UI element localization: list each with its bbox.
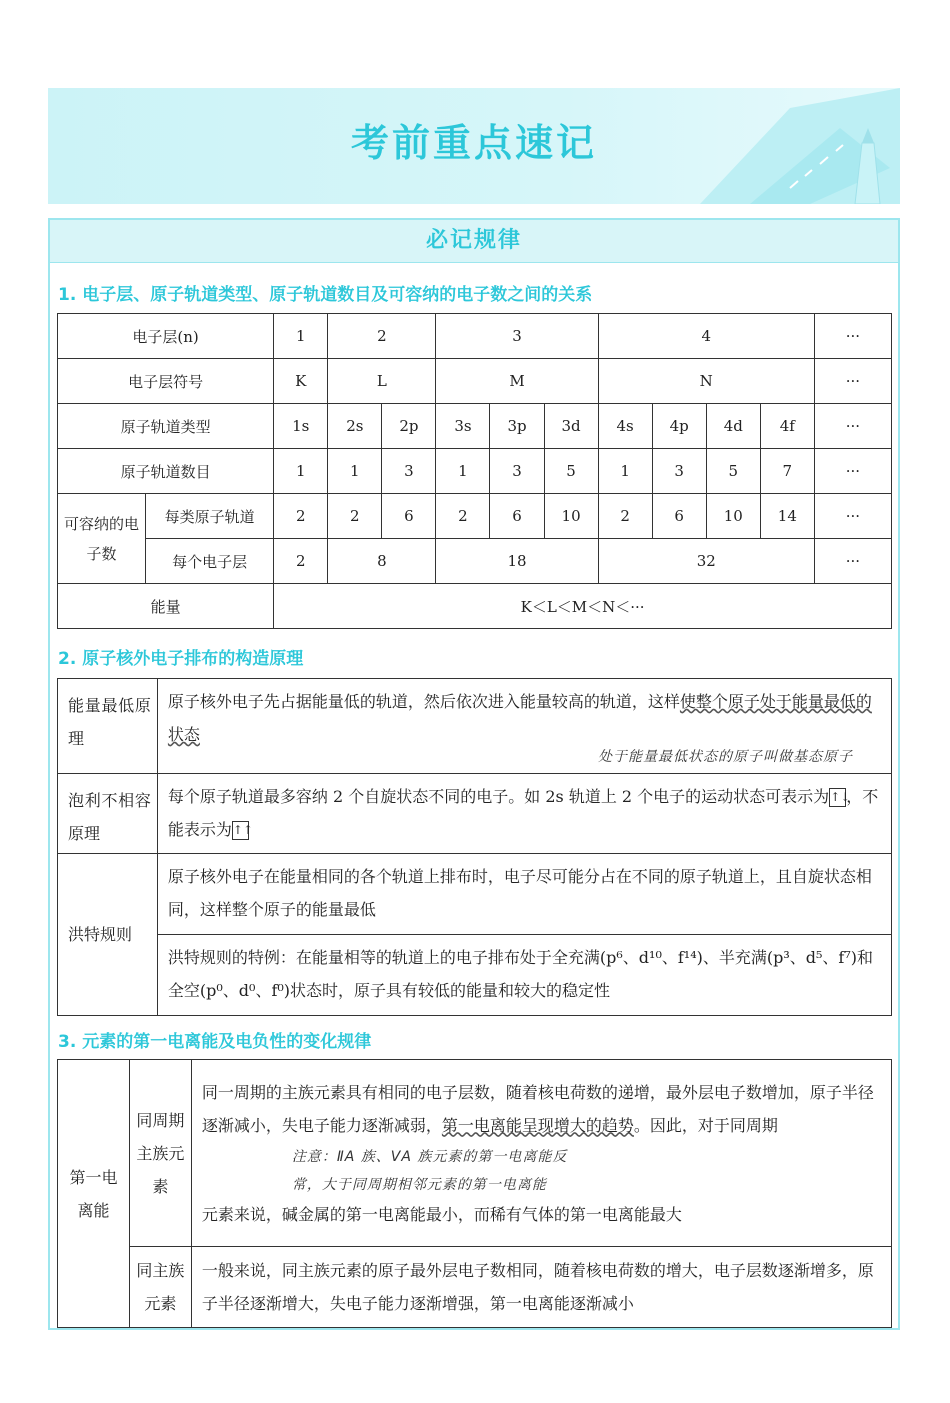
cell: 10 <box>544 494 598 539</box>
cell: 2 <box>328 314 436 359</box>
table-row <box>58 404 892 449</box>
cell: 1 <box>598 449 652 494</box>
orbital-box-icon: ↑↓ <box>829 788 846 807</box>
cell: 3 <box>436 314 598 359</box>
cell: 2s <box>328 404 382 449</box>
rule-text: 每个原子轨道最多容纳 2 个自旋状态不同的电子。如 2s 轨道上 2 个电子的运动状态可表示为 <box>167 787 830 806</box>
rule-text: 原子核外电子先占据能量低的轨道，然后依次进入能量较高的轨道，这样 <box>167 692 680 711</box>
cell: ··· <box>814 404 891 449</box>
table-row <box>58 679 892 774</box>
table-row <box>58 935 892 1016</box>
row-label: 原子轨道类型 <box>58 404 274 449</box>
rule-text: 。因此，对于同周期 <box>633 1115 778 1135</box>
table-row <box>58 1247 892 1328</box>
table-row <box>58 774 892 854</box>
orbital-table <box>57 313 892 629</box>
table-row <box>58 359 892 404</box>
cell: 32 <box>598 539 814 584</box>
rule-label: 洪特规则 <box>58 854 158 1016</box>
cell: 8 <box>328 539 436 584</box>
rule-text: ，不能表示为 <box>167 787 879 839</box>
cell: 3 <box>652 449 706 494</box>
rule-text: 一般来说，同主族元素的原子最外层电子数相同，随着核电荷数的增大，电子层数逐渐增多，原子半径逐渐增大，失电子能力逐渐增强，第一电离能逐渐减小 <box>191 1247 891 1328</box>
rule-text: 洪特规则的特例：在能量相等的轨道上的电子排布处于全充满(p⁶、d¹⁰、f¹⁴)、半充满(p³、d⁵、f⁷)和全空(p⁰、d⁰、f⁰)状态时，原子具有较低的能量和较大的稳定性 <box>157 935 891 1016</box>
table-row <box>58 449 892 494</box>
cell: M <box>436 359 598 404</box>
underlined-text: 第一电离能呈现增大的趋势 <box>441 1115 634 1135</box>
rule-text: 元素来说，碱金属的第一电离能最小，而稀有气体的第一电离能最大 <box>201 1204 682 1224</box>
cell: 4d <box>706 404 760 449</box>
cell: 2 <box>436 494 490 539</box>
cell: 1 <box>436 449 490 494</box>
rule-label: 泡利不相容原理 <box>58 774 158 854</box>
handwritten-note: 注意：ⅡA 族、ⅤA 族元素的第一电离能反 <box>291 1148 568 1165</box>
cell: 3 <box>490 449 544 494</box>
table-row <box>58 314 892 359</box>
cell: K <box>274 359 328 404</box>
row-label: 每个电子层 <box>146 539 274 584</box>
cell: 1 <box>274 449 328 494</box>
cell: 1 <box>328 449 382 494</box>
aufbau-table <box>57 678 892 1016</box>
cell: L <box>328 359 436 404</box>
ruler-pencil-decoration <box>640 88 900 204</box>
cell: 3s <box>436 404 490 449</box>
cell: 4f <box>760 404 814 449</box>
row-label: 可容纳的电子数 <box>58 494 146 584</box>
cell: 7 <box>760 449 814 494</box>
row-label: 第一电离能 <box>58 1060 130 1328</box>
cell: N <box>598 359 814 404</box>
cell: 6 <box>490 494 544 539</box>
banner-title: 考前重点速记 <box>350 121 597 165</box>
header-banner <box>48 88 900 204</box>
rule-content <box>191 1060 891 1247</box>
row-label: 电子层符号 <box>58 359 274 404</box>
section-1-title: 1. 电子层、原子轨道类型、原子轨道数目及可容纳的电子数之间的关系 <box>58 285 593 305</box>
cell: ··· <box>814 539 891 584</box>
cell: ··· <box>814 494 891 539</box>
cell: 2 <box>598 494 652 539</box>
row-label: 原子轨道数目 <box>58 449 274 494</box>
rule-label: 能量最低原理 <box>58 679 158 774</box>
rule-text: 原子核外电子在能量相同的各个轨道上排布时，电子尽可能分占在不同的原子轨道上，且自旋状态相同，这样整个原子的能量最低 <box>157 854 891 935</box>
cell: ··· <box>814 449 891 494</box>
cell: 4p <box>652 404 706 449</box>
cell: 2 <box>328 494 382 539</box>
cell: 14 <box>760 494 814 539</box>
row-label: 每类原子轨道 <box>146 494 274 539</box>
row-label: 电子层(n) <box>58 314 274 359</box>
row-label: 同周期主族元素 <box>129 1060 191 1247</box>
cell: 6 <box>652 494 706 539</box>
section-3-title: 3. 元素的第一电离能及电负性的变化规律 <box>58 1032 372 1052</box>
cell: 1s <box>274 404 328 449</box>
cell: 3 <box>382 449 436 494</box>
row-label: 同主族元素 <box>129 1247 191 1328</box>
rule-text: 同一周期的主族元素具有相同的电子层数，随着核电荷数的递增，最外层电子数增加，原子半径逐渐减小，失电子能力逐渐减弱， <box>201 1082 874 1135</box>
cell: 4s <box>598 404 652 449</box>
rule-content <box>157 679 891 774</box>
cell: ··· <box>814 314 891 359</box>
cell: 6 <box>382 494 436 539</box>
cell: 3p <box>490 404 544 449</box>
cell: 2 <box>274 494 328 539</box>
rule-content <box>157 774 891 854</box>
cell: 10 <box>706 494 760 539</box>
cell: 3d <box>544 404 598 449</box>
cell: 2p <box>382 404 436 449</box>
panel-title: 必记规律 <box>50 220 898 263</box>
ionization-table <box>57 1059 892 1328</box>
cell: 2 <box>274 539 328 584</box>
energy-order: K＜L＜M＜N＜··· <box>274 584 892 629</box>
table-row <box>58 539 892 584</box>
orbital-box-icon: ↑↑ <box>232 821 249 840</box>
underlined-text: 使整个原子处于能量最低的状态 <box>167 692 872 744</box>
table-row <box>58 584 892 629</box>
row-label: 能量 <box>58 584 274 629</box>
cell: 5 <box>544 449 598 494</box>
table-row <box>58 494 892 539</box>
cell: 18 <box>436 539 598 584</box>
handwritten-note: 处于能量最低状态的原子叫做基态原子 <box>598 749 853 765</box>
cell: 4 <box>598 314 814 359</box>
cell: ··· <box>814 359 891 404</box>
table-row <box>58 1060 892 1247</box>
section-2-title: 2. 原子核外电子排布的构造原理 <box>58 649 304 669</box>
table-row <box>58 854 892 935</box>
cell: 5 <box>706 449 760 494</box>
handwritten-note: 常，大于同周期相邻元素的第一电离能 <box>291 1176 547 1193</box>
cell: 1 <box>274 314 328 359</box>
